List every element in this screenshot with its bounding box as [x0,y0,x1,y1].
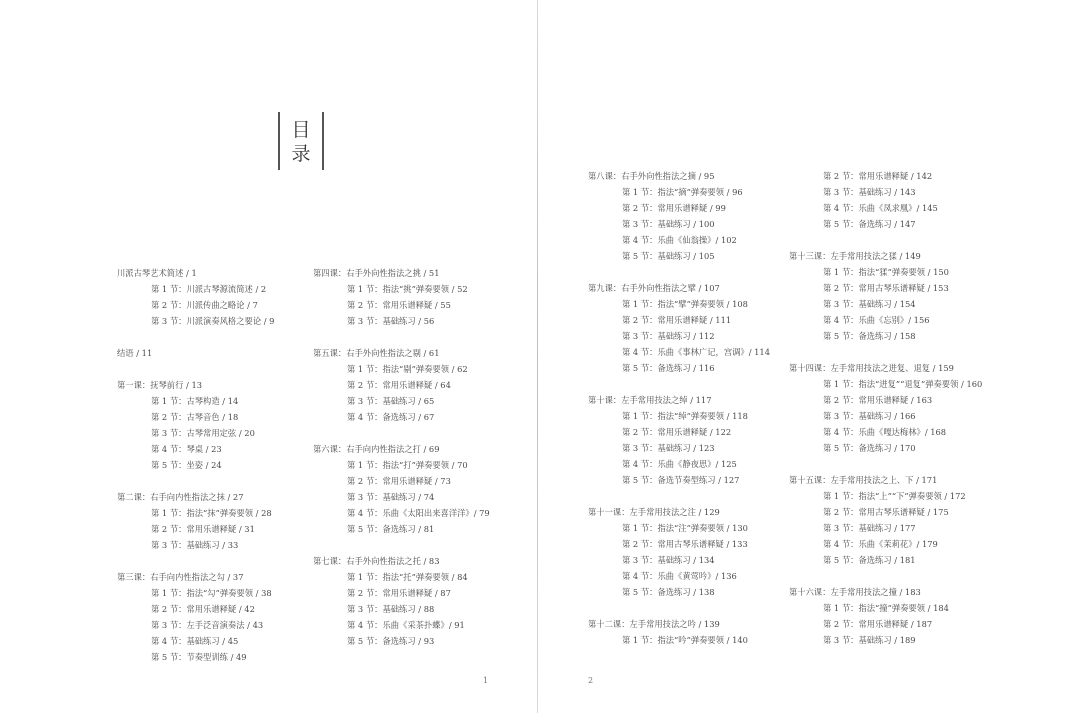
toc-section-entry: 第 1 节：指法“挑”弹奏要领 / 52 [347,284,468,294]
toc-section-entry: 第 4 节：乐曲《仙翁操》/ 102 [622,235,737,245]
toc-chapter-entry: 第十课：左手常用技法之绰 / 117 [588,395,712,405]
toc-section-entry: 第 2 节：常用古琴乐谱释疑 / 133 [622,539,748,549]
toc-section-entry: 第 2 节：常用乐谱释疑 / 187 [823,619,933,629]
toc-section-entry: 第 5 节：备选练习 / 170 [823,443,916,453]
toc-chapter-entry: 第九课：右手外向性指法之擘 / 107 [588,283,720,293]
toc-section-entry: 第 1 节：指法“猱”弹奏要领 / 150 [823,267,949,277]
toc-section-entry: 第 3 节：基础练习 / 33 [151,540,239,550]
toc-section-entry: 第 4 节：乐曲《太阳出来喜洋洋》/ 79 [347,508,490,518]
toc-section-entry: 第 3 节：川派演奏风格之要论 / 9 [151,316,275,326]
toc-column-2 [313,267,513,657]
toc-section-entry: 第 3 节：基础练习 / 166 [823,411,916,421]
toc-section-entry: 第 3 节：基础练习 / 134 [622,555,715,565]
toc-section-entry: 第 2 节：常用乐谱释疑 / 55 [347,300,451,310]
toc-section-entry: 第 3 节：基础练习 / 112 [622,331,715,341]
toc-chapter-entry: 第十二课：左手常用技法之吟 / 139 [588,619,720,629]
toc-section-entry: 第 1 节：川派古琴源流简述 / 2 [151,284,267,294]
toc-section-entry: 第 2 节：常用乐谱释疑 / 42 [151,604,255,614]
toc-chapter-entry: 第十六课：左手常用技法之撞 / 183 [789,587,921,597]
toc-section-entry: 第 2 节：常用乐谱释疑 / 64 [347,380,451,390]
toc-chapter-entry: 第三课：右手向内性指法之勾 / 37 [117,572,244,582]
toc-section-entry: 第 2 节：川派传曲之略论 / 7 [151,300,258,310]
toc-section-entry: 第 2 节：常用乐谱释疑 / 142 [823,171,933,181]
toc-section-entry: 第 3 节：左手泛音演奏法 / 43 [151,620,264,630]
toc-section-entry: 第 5 节：备选练习 / 147 [823,219,916,229]
toc-section-entry: 第 3 节：基础练习 / 100 [622,219,715,229]
toc-section-entry: 第 3 节：基础练习 / 65 [347,396,435,406]
toc-chapter-entry: 第二课：右手向内性指法之抹 / 27 [117,492,244,502]
toc-section-entry: 第 2 节：常用乐谱释疑 / 163 [823,395,933,405]
toc-section-entry: 第 4 节：乐曲《黄莺吟》/ 136 [622,571,737,581]
toc-section-entry: 第 5 节：备选练习 / 93 [347,636,435,646]
toc-section-entry: 第 5 节：备选练习 / 181 [823,555,916,565]
toc-chapter-entry: 第七课：右手外向性指法之托 / 83 [313,556,440,566]
toc-section-entry: 第 1 节：指法“绰”弹奏要领 / 118 [622,411,748,421]
toc-section-entry: 第 5 节：备选练习 / 158 [823,331,916,341]
toc-section-entry: 第 1 节：指法“摘”弹奏要领 / 96 [622,187,743,197]
toc-section-entry: 第 3 节：基础练习 / 56 [347,316,435,326]
toc-chapter-entry: 第十四课：左手常用技法之进复、退复 / 159 [789,363,954,373]
toc-section-entry: 第 1 节：指法“擘”弹奏要领 / 108 [622,299,748,309]
toc-section-entry: 第 3 节：基础练习 / 154 [823,299,916,309]
toc-section-entry: 第 1 节：指法“勾”弹奏要领 / 38 [151,588,272,598]
toc-section-entry: 第 1 节：指法“注”弹奏要领 / 130 [622,523,748,533]
page-number-left: 1 [483,676,489,685]
toc-section-entry: 第 5 节：备选节奏型练习 / 127 [622,475,740,485]
toc-section-entry: 第 4 节：乐曲《凤求凰》/ 145 [823,203,938,213]
toc-chapter-entry: 结语 / 11 [117,348,153,358]
toc-chapter-entry: 第五课：右手外向性指法之剔 / 61 [313,348,440,358]
toc-section-entry: 第 4 节：乐曲《事林广记，宫调》/ 114 [622,347,770,357]
toc-section-entry: 第 3 节：基础练习 / 189 [823,635,916,645]
toc-section-entry: 第 2 节：常用乐谱释疑 / 99 [622,203,726,213]
toc-section-entry: 第 3 节：基础练习 / 88 [347,604,435,614]
toc-section-entry: 第 3 节：基础练习 / 143 [823,187,916,197]
toc-section-entry: 第 1 节：古琴构造 / 14 [151,396,239,406]
toc-section-entry: 第 2 节：常用乐谱释疑 / 87 [347,588,451,598]
toc-chapter-entry: 第十一课：左手常用技法之注 / 129 [588,507,720,517]
toc-section-entry: 第 5 节：备选练习 / 116 [622,363,715,373]
toc-title-frame [278,112,324,170]
toc-section-entry: 第 1 节：指法“剔”弹奏要领 / 62 [347,364,468,374]
toc-section-entry: 第 3 节：古琴常用定弦 / 20 [151,428,255,438]
page-number-right: 2 [588,676,594,685]
toc-chapter-entry: 第六课：右手向内性指法之打 / 69 [313,444,440,454]
toc-column-1 [117,267,307,662]
toc-section-entry: 第 5 节：坐姿 / 24 [151,460,222,470]
toc-section-entry: 第 2 节：常用古琴乐谱释疑 / 153 [823,283,949,293]
toc-chapter-entry: 第十五课：左手常用技法之上、下 / 171 [789,475,938,485]
toc-section-entry: 第 1 节：指法“进复”“退复”弹奏要领 / 160 [823,379,983,389]
toc-chapter-entry: 第八课：右手外向性指法之摘 / 95 [588,171,715,181]
toc-section-entry: 第 5 节：备选练习 / 138 [622,587,715,597]
right-page [538,0,1074,713]
toc-section-entry: 第 4 节：基础练习 / 45 [151,636,239,646]
toc-chapter-entry: 第四课：右手外向性指法之挑 / 51 [313,268,440,278]
toc-section-entry: 第 2 节：常用古琴乐谱释疑 / 175 [823,507,949,517]
toc-section-entry: 第 5 节：备选练习 / 81 [347,524,435,534]
toc-section-entry: 第 2 节：常用乐谱释疑 / 111 [622,315,732,325]
toc-section-entry: 第 5 节：基础练习 / 105 [622,251,715,261]
toc-section-entry: 第 1 节：指法“撞”弹奏要领 / 184 [823,603,949,613]
toc-section-entry: 第 5 节：节奏型训练 / 49 [151,652,247,662]
toc-title-char-2: 录 [291,143,311,165]
toc-section-entry: 第 4 节：乐曲《采茶扑蝶》/ 91 [347,620,465,630]
toc-section-entry: 第 4 节：乐曲《静夜思》/ 125 [622,459,737,469]
toc-section-entry: 第 4 节：乐曲《茉莉花》/ 179 [823,539,938,549]
toc-chapter-entry: 第一课：抚琴前行 / 13 [117,380,203,390]
toc-section-entry: 第 4 节：乐曲《忘别》/ 156 [823,315,930,325]
toc-section-entry: 第 4 节：乐曲《嘎达梅林》/ 168 [823,427,947,437]
toc-section-entry: 第 4 节：备选练习 / 67 [347,412,435,422]
toc-section-entry: 第 1 节：指法“托”弹奏要领 / 84 [347,572,468,582]
toc-section-entry: 第 2 节：古琴音色 / 18 [151,412,239,422]
toc-column-4 [789,170,1019,650]
toc-section-entry: 第 3 节：基础练习 / 177 [823,523,916,533]
toc-section-entry: 第 1 节：指法“打”弹奏要领 / 70 [347,460,468,470]
toc-section-entry: 第 2 节：常用乐谱释疑 / 73 [347,476,451,486]
toc-section-entry: 第 1 节：指法“上”“下”弹奏要领 / 172 [823,491,966,501]
toc-column-3 [588,170,788,650]
toc-section-entry: 第 3 节：基础练习 / 74 [347,492,435,502]
toc-chapter-entry: 川派古琴艺术简述 / 1 [117,268,197,278]
toc-title-char-1: 目 [291,119,311,141]
toc-section-entry: 第 1 节：指法“吟”弹奏要领 / 140 [622,635,748,645]
toc-section-entry: 第 2 节：常用乐谱释疑 / 31 [151,524,255,534]
toc-section-entry: 第 1 节：指法“抹”弹奏要领 / 28 [151,508,272,518]
toc-section-entry: 第 3 节：基础练习 / 123 [622,443,715,453]
toc-chapter-entry: 第十三课：左手常用技法之猱 / 149 [789,251,921,261]
toc-section-entry: 第 2 节：常用乐谱释疑 / 122 [622,427,732,437]
toc-section-entry: 第 4 节：琴桌 / 23 [151,444,222,454]
